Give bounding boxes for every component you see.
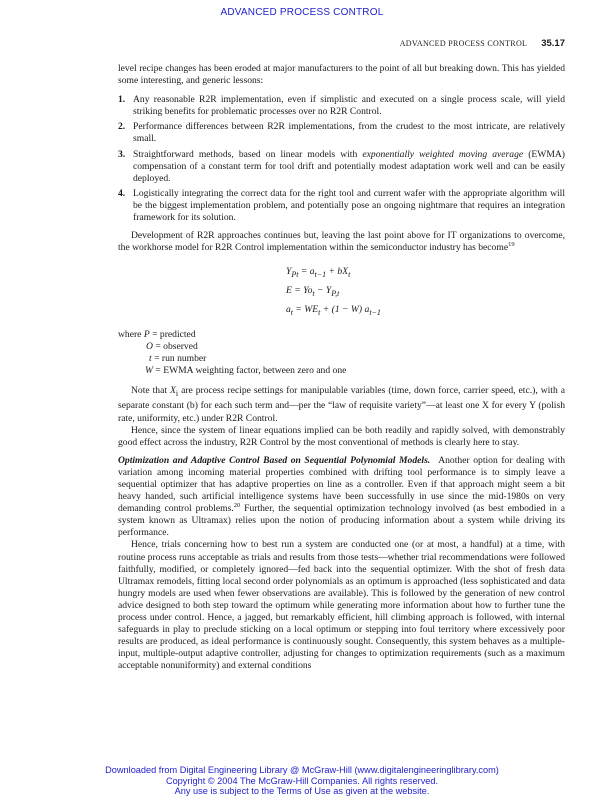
list-text: Straightforward methods, based on linear models with exponentially weighted moving average (EWMA) compensation of a constant term for tool drift and potentially modest adaptation work well and can be easily deployed. [133, 148, 565, 184]
definition-row: W = EWMA weighting factor, between zero and one [145, 365, 347, 377]
top-banner: ADVANCED PROCESS CONTROL [220, 7, 384, 18]
definition-row: t = run number [149, 353, 207, 365]
section-heading: Optimization and Adaptive Control Based on Sequential Polynomial Models. [118, 454, 431, 466]
symbol-definitions [118, 329, 565, 377]
page-number: 35.17 [541, 38, 565, 49]
list-number: 4. [118, 187, 126, 199]
trials-paragraph: Hence, trials concerning how to best run a system are conducted one (or at most, a handful) at a time, with routine process runs acceptable as trials and results from those tests—whether trial recommendations were followed faithfully, modified, or completely ignored—fed back into the sequential optimizer. With the shot of fresh data Ultramax remodels, fitting local second order polynomials as an optimum is approached (less sophisticated and data hungry models are used when fewer observations are available). This is followed by the generation of new control advice designed to both step toward the optimum while generating more information about how to further tune the process under control. Hence, a jagged, but remarkably efficient, hill climbing approach is followed, with internal safeguards in play to preclude sticking on a local optimum or stepping into foul territory where excessively poor results are produced, as ideal performance is continuously sought. Consequently, this system behaves as a multiple-input, multiple-output adaptive controller, adjusting for changes to optimization requirements (such as a maximum acceptable nonuniformity) and external conditions [118, 539, 565, 672]
footer-line[interactable]: Downloaded from Digital Engineering Library @ McGraw-Hill (www.digitalengineeringlibrary.com) [105, 765, 499, 775]
list-item [118, 94, 565, 118]
running-head [118, 38, 565, 49]
optimization-paragraph: Optimization and Adaptive Control Based on Sequential Polynomial Models. Another option for dealing with variation among incoming material properties combined with drifting tool performance is to simply leave a sequential optimizer that has adaptive properties on line as a controller. Even if that approach might seem a bit heavy handed, such artificial intelligence systems have been successfully in use since the mid-1980s on very demanding control problems.$^{20}$ Further, the sequential optimization technology involved (as best embodied in a system known as Ultramax) relies upon the notion of producing information about a system while driving its performance. [118, 454, 565, 539]
definition-row: O = observed [146, 341, 198, 353]
list-text: Any reasonable R2R implementation, even if simplistic and executed on a single process scale, will yield striking benefits for problematic processes over no R2R Control. [133, 94, 565, 118]
list-item [118, 149, 565, 185]
lessons-list [118, 94, 565, 224]
footnote-ref: 20 [233, 501, 241, 509]
definition-row: where P = predicted [118, 329, 196, 341]
list-number: 1. [118, 94, 126, 106]
equation-ewma: $a_t = WE_t + (1 - W)$ $a_{t-1}$ [286, 304, 381, 318]
note-paragraph: Note that $X_i$ are process recipe settings for manipulable variables (time, down force, carrier speed, etc.), with a separate constant (b) for each such term and—per the “law of requisite variety”—at least one X for every Y (polish rate, uniformity, etc.) under R2R Control. [118, 385, 565, 424]
equation-block [286, 264, 565, 321]
list-item [118, 188, 565, 224]
download-footer [0, 765, 604, 797]
development-paragraph: Development of R2R approaches continues but, leaving the last point above for IT organizations to overcome, the workhorse model for R2R Control implementation within the semiconductor industry has become$^{19}$ [118, 230, 565, 254]
equation-error: $E = Yo_t - Y_{P,t}$ [286, 285, 340, 299]
list-item [118, 121, 565, 145]
page-body [118, 63, 565, 672]
list-number: 2. [118, 121, 126, 133]
footnote-ref: 19 [508, 241, 515, 249]
list-number: 3. [118, 148, 126, 160]
list-text: Performance differences between R2R implementations, from the crudest to the most intricate, are relatively small. [133, 121, 565, 145]
list-text: Logistically integrating the correct data for the right tool and current wafer with the appropriate algorithm will be the biggest implementation problem, and potentially pose an ongoing nightmare that requires an integration framework for its solution. [133, 187, 565, 224]
hence-paragraph: Hence, since the system of linear equations implied can be both readily and rapidly solved, with demonstrably good effect across the industry, R2R Control by the most conventional of methods is clearly here to stay. [118, 424, 565, 448]
intro-paragraph: level recipe changes has been eroded at major manufacturers to the point of all but breaking down. This has yielded some interesting, and generic lessons: [118, 63, 565, 87]
footer-line: Any use is subject to the Terms of Use as given at the website. [174, 786, 430, 797]
footer-line: Copyright © 2004 The McGraw-Hill Companies. All rights reserved. [165, 775, 439, 786]
running-head-title: ADVANCED PROCESS CONTROL [399, 39, 528, 48]
equation-predicted: $Y_{Pt} = a_{t-1} + bX_t$ [286, 266, 351, 280]
